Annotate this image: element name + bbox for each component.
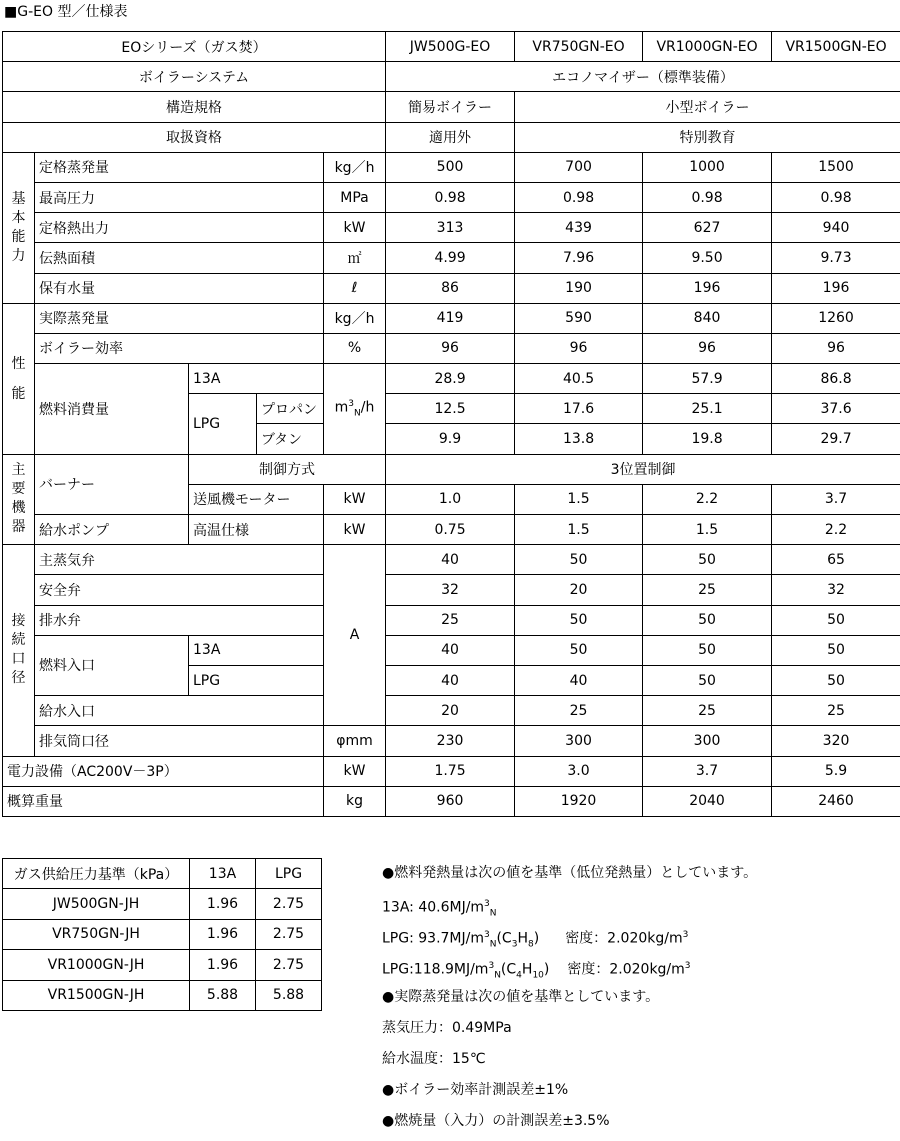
value-cell: 500 xyxy=(386,152,515,182)
value-cell: 28.9 xyxy=(386,364,515,394)
value-cell: 439 xyxy=(515,213,643,243)
pressure-value: 5.88 xyxy=(256,980,322,1010)
structure-label: 構造規格 xyxy=(3,92,386,122)
value-cell: 57.9 xyxy=(643,364,772,394)
pressure-header: ガス供給圧力基準（kPa） xyxy=(3,859,190,889)
model-name: VR750GN-EO xyxy=(515,32,643,62)
note-heat-lpg-butane: $LPG:118.9MJ/m^3_N(C_4H_{10})$ 密度：$2.020kg/m^3$ xyxy=(382,955,897,986)
table-row xyxy=(3,243,900,273)
value-cell: 1.0 xyxy=(386,484,515,514)
value-cell: 29.7 xyxy=(772,424,900,454)
value-cell: 20 xyxy=(386,696,515,726)
group-label-basic: 基 本 能 力 xyxy=(3,152,35,303)
value-cell: 19.8 xyxy=(643,424,772,454)
value-cell: 230 xyxy=(386,726,515,756)
unit-cell: MPa xyxy=(324,182,386,212)
value-cell: 40.5 xyxy=(515,364,643,394)
note-heat-13a: 13A: $40.6MJ/m^3_N$ xyxy=(382,893,897,924)
pressure-value: 2.75 xyxy=(256,950,322,980)
group-label-performance: 性 能 xyxy=(3,303,35,454)
boiler-system-value: エコノマイザー（標準装備） xyxy=(386,62,900,92)
pump-spec: 高温仕様 xyxy=(189,515,324,545)
table-row xyxy=(3,575,900,605)
value-cell: 0.98 xyxy=(386,182,515,212)
value-cell: 9.50 xyxy=(643,243,772,273)
table-row xyxy=(3,515,900,545)
pressure-value: 1.96 xyxy=(190,950,256,980)
unit-cell: kg xyxy=(324,786,386,816)
notes xyxy=(382,862,897,1141)
pressure-model: JW500GN-JH xyxy=(3,889,190,919)
header-row-models xyxy=(3,32,900,62)
control-method-value: 3位置制御 xyxy=(386,454,900,484)
value-cell: 20 xyxy=(515,575,643,605)
unit-cell: kW xyxy=(324,484,386,514)
value-cell: 50 xyxy=(772,665,900,695)
pressure-value: 1.96 xyxy=(190,919,256,949)
table-row xyxy=(3,696,900,726)
value-cell: 190 xyxy=(515,273,643,303)
row-label: 定格熱出力 xyxy=(35,213,324,243)
value-cell: 32 xyxy=(386,575,515,605)
value-cell: 1000 xyxy=(643,152,772,182)
table-row xyxy=(3,273,900,303)
license-value: 特別教育 xyxy=(515,122,900,152)
row-label: 安全弁 xyxy=(35,575,324,605)
pressure-value: 5.88 xyxy=(190,980,256,1010)
fan-motor-label: 送風機モーター xyxy=(189,484,324,514)
row-label: 給水入口 xyxy=(35,696,324,726)
table-row xyxy=(3,980,322,1010)
table-row xyxy=(3,152,900,182)
value-cell: 40 xyxy=(386,635,515,665)
value-cell: 1920 xyxy=(515,786,643,816)
pressure-model: VR1500GN-JH xyxy=(3,980,190,1010)
value-cell: 25 xyxy=(515,696,643,726)
license-value: 適用外 xyxy=(386,122,515,152)
row-label: 主蒸気弁 xyxy=(35,545,324,575)
value-cell: 4.99 xyxy=(386,243,515,273)
table-row xyxy=(3,545,900,575)
value-cell: 3.7 xyxy=(772,484,900,514)
value-cell: 25 xyxy=(386,605,515,635)
fuel-lpg-label: LPG xyxy=(189,394,257,454)
value-cell: 50 xyxy=(643,665,772,695)
fuel-inlet-13a: 13A xyxy=(189,635,324,665)
value-cell: 96 xyxy=(772,333,900,363)
value-cell: 25 xyxy=(643,696,772,726)
table-row xyxy=(3,364,900,394)
value-cell: 2460 xyxy=(772,786,900,816)
value-cell: 65 xyxy=(772,545,900,575)
note-heat-title: ●燃料発熱量は次の値を基準（低位発熱量）としています。 xyxy=(382,862,897,893)
value-cell: 9.9 xyxy=(386,424,515,454)
value-cell: 196 xyxy=(643,273,772,303)
group-label-connection: 接 続 口 径 xyxy=(3,545,35,756)
pressure-model: VR750GN-JH xyxy=(3,919,190,949)
note-heat-lpg-propane: LPG: $93.7MJ/m^3_N(C_3H_8)$ 密度：$2.020kg/m^3$ xyxy=(382,924,897,955)
value-cell: 0.98 xyxy=(643,182,772,212)
table-row xyxy=(3,213,900,243)
table-row xyxy=(3,889,322,919)
table-row xyxy=(3,454,900,484)
row-label: 最高圧力 xyxy=(35,182,324,212)
value-cell: 196 xyxy=(772,273,900,303)
fuel-13a-label: 13A xyxy=(189,364,324,394)
table-row xyxy=(3,859,322,889)
note-steam-pressure: 蒸気圧力：0.49MPa xyxy=(382,1017,897,1048)
value-cell: 13.8 xyxy=(515,424,643,454)
row-label: 排水弁 xyxy=(35,605,324,635)
value-cell: 50 xyxy=(643,635,772,665)
value-cell: 3.7 xyxy=(643,756,772,786)
value-cell: 1.5 xyxy=(515,484,643,514)
table-row xyxy=(3,950,322,980)
header-row-structure xyxy=(3,92,900,122)
value-cell: 32 xyxy=(772,575,900,605)
header-row-system xyxy=(3,62,900,92)
table-row xyxy=(3,726,900,756)
value-cell: 3.0 xyxy=(515,756,643,786)
unit-cell: A xyxy=(324,545,386,726)
value-cell: 0.98 xyxy=(515,182,643,212)
row-label: ボイラー効率 xyxy=(35,333,324,363)
value-cell: 2040 xyxy=(643,786,772,816)
header-row-license xyxy=(3,122,900,152)
value-cell: 37.6 xyxy=(772,394,900,424)
value-cell: 940 xyxy=(772,213,900,243)
note-fuel-error: ●燃焼量（入力）の計測誤差±3.5% xyxy=(382,1110,897,1141)
value-cell: 86.8 xyxy=(772,364,900,394)
value-cell: 300 xyxy=(643,726,772,756)
value-cell: 25 xyxy=(772,696,900,726)
value-cell: 419 xyxy=(386,303,515,333)
value-cell: 1.5 xyxy=(643,515,772,545)
control-method-label: 制御方式 xyxy=(189,454,386,484)
pump-label: 給水ポンプ xyxy=(35,515,189,545)
value-cell: 0.75 xyxy=(386,515,515,545)
model-name: JW500G-EO xyxy=(386,32,515,62)
value-cell: 2.2 xyxy=(772,515,900,545)
value-cell: 320 xyxy=(772,726,900,756)
propane-label: プロパン xyxy=(257,394,324,424)
value-cell: 12.5 xyxy=(386,394,515,424)
value-cell: 590 xyxy=(515,303,643,333)
value-cell: 0.98 xyxy=(772,182,900,212)
row-label: 保有水量 xyxy=(35,273,324,303)
value-cell: 50 xyxy=(772,635,900,665)
value-cell: 1.75 xyxy=(386,756,515,786)
value-cell: 96 xyxy=(515,333,643,363)
value-cell: 40 xyxy=(386,545,515,575)
unit-cell: ㎡ xyxy=(324,243,386,273)
row-label: 伝熱面積 xyxy=(35,243,324,273)
group-label-equipment: 主 要 機 器 xyxy=(3,454,35,545)
model-name: VR1000GN-EO xyxy=(643,32,772,62)
table-row xyxy=(3,919,322,949)
unit-cell: kW xyxy=(324,515,386,545)
fuel-unit: $m^3_N/h$ xyxy=(324,364,386,455)
value-cell: 50 xyxy=(643,605,772,635)
value-cell: 960 xyxy=(386,786,515,816)
note-steam-title: ●実際蒸発量は次の値を基準としています。 xyxy=(382,986,897,1017)
spec-table xyxy=(2,31,900,817)
pressure-model: VR1000GN-JH xyxy=(3,950,190,980)
fuel-inlet-lpg: LPG xyxy=(189,665,324,695)
unit-cell: ℓ xyxy=(324,273,386,303)
row-label: 定格蒸発量 xyxy=(35,152,324,182)
pressure-value: 2.75 xyxy=(256,889,322,919)
row-label: 電力設備（AC200V－3P） xyxy=(3,756,324,786)
value-cell: 17.6 xyxy=(515,394,643,424)
value-cell: 25.1 xyxy=(643,394,772,424)
structure-value: 簡易ボイラー xyxy=(386,92,515,122)
fuel-consumption-label: 燃料消費量 xyxy=(35,364,189,455)
value-cell: 96 xyxy=(386,333,515,363)
value-cell: 50 xyxy=(772,605,900,635)
value-cell: 840 xyxy=(643,303,772,333)
value-cell: 50 xyxy=(515,605,643,635)
note-feed-temp: 給水温度：15℃ xyxy=(382,1048,897,1079)
series-label: EOシリーズ（ガス焚） xyxy=(3,32,386,62)
row-label: 実際蒸発量 xyxy=(35,303,324,333)
value-cell: 1500 xyxy=(772,152,900,182)
table-row xyxy=(3,756,900,786)
note-efficiency-error: ●ボイラー効率計測誤差±1% xyxy=(382,1079,897,1110)
unit-cell: kg／h xyxy=(324,303,386,333)
value-cell: 25 xyxy=(643,575,772,605)
table-row xyxy=(3,786,900,816)
value-cell: 1260 xyxy=(772,303,900,333)
table-row xyxy=(3,635,900,665)
structure-value: 小型ボイラー xyxy=(515,92,900,122)
value-cell: 40 xyxy=(515,665,643,695)
license-label: 取扱資格 xyxy=(3,122,386,152)
unit-cell: % xyxy=(324,333,386,363)
value-cell: 2.2 xyxy=(643,484,772,514)
value-cell: 300 xyxy=(515,726,643,756)
unit-cell: kW xyxy=(324,213,386,243)
fuel-inlet-label: 燃料入口 xyxy=(35,635,189,695)
pressure-value: 2.75 xyxy=(256,919,322,949)
table-row xyxy=(3,303,900,333)
value-cell: 313 xyxy=(386,213,515,243)
row-label: 概算重量 xyxy=(3,786,324,816)
value-cell: 96 xyxy=(643,333,772,363)
unit-cell: φmm xyxy=(324,726,386,756)
page-title: ■G-EO 型／仕様表 xyxy=(4,2,127,22)
value-cell: 40 xyxy=(386,665,515,695)
pressure-header: LPG xyxy=(256,859,322,889)
unit-cell: kW xyxy=(324,756,386,786)
table-row xyxy=(3,333,900,363)
gas-pressure-table xyxy=(2,858,322,1011)
burner-label: バーナー xyxy=(35,454,189,514)
row-label: 排気筒口径 xyxy=(35,726,324,756)
value-cell: 1.5 xyxy=(515,515,643,545)
value-cell: 50 xyxy=(643,545,772,575)
value-cell: 5.9 xyxy=(772,756,900,786)
value-cell: 50 xyxy=(515,635,643,665)
value-cell: 627 xyxy=(643,213,772,243)
table-row xyxy=(3,182,900,212)
value-cell: 50 xyxy=(515,545,643,575)
value-cell: 86 xyxy=(386,273,515,303)
value-cell: 7.96 xyxy=(515,243,643,273)
value-cell: 9.73 xyxy=(772,243,900,273)
unit-cell: kg／h xyxy=(324,152,386,182)
butane-label: ブタン xyxy=(257,424,324,454)
table-row xyxy=(3,605,900,635)
value-cell: 700 xyxy=(515,152,643,182)
boiler-system-label: ボイラーシステム xyxy=(3,62,386,92)
model-name: VR1500GN-EO xyxy=(772,32,900,62)
pressure-value: 1.96 xyxy=(190,889,256,919)
pressure-header: 13A xyxy=(190,859,256,889)
